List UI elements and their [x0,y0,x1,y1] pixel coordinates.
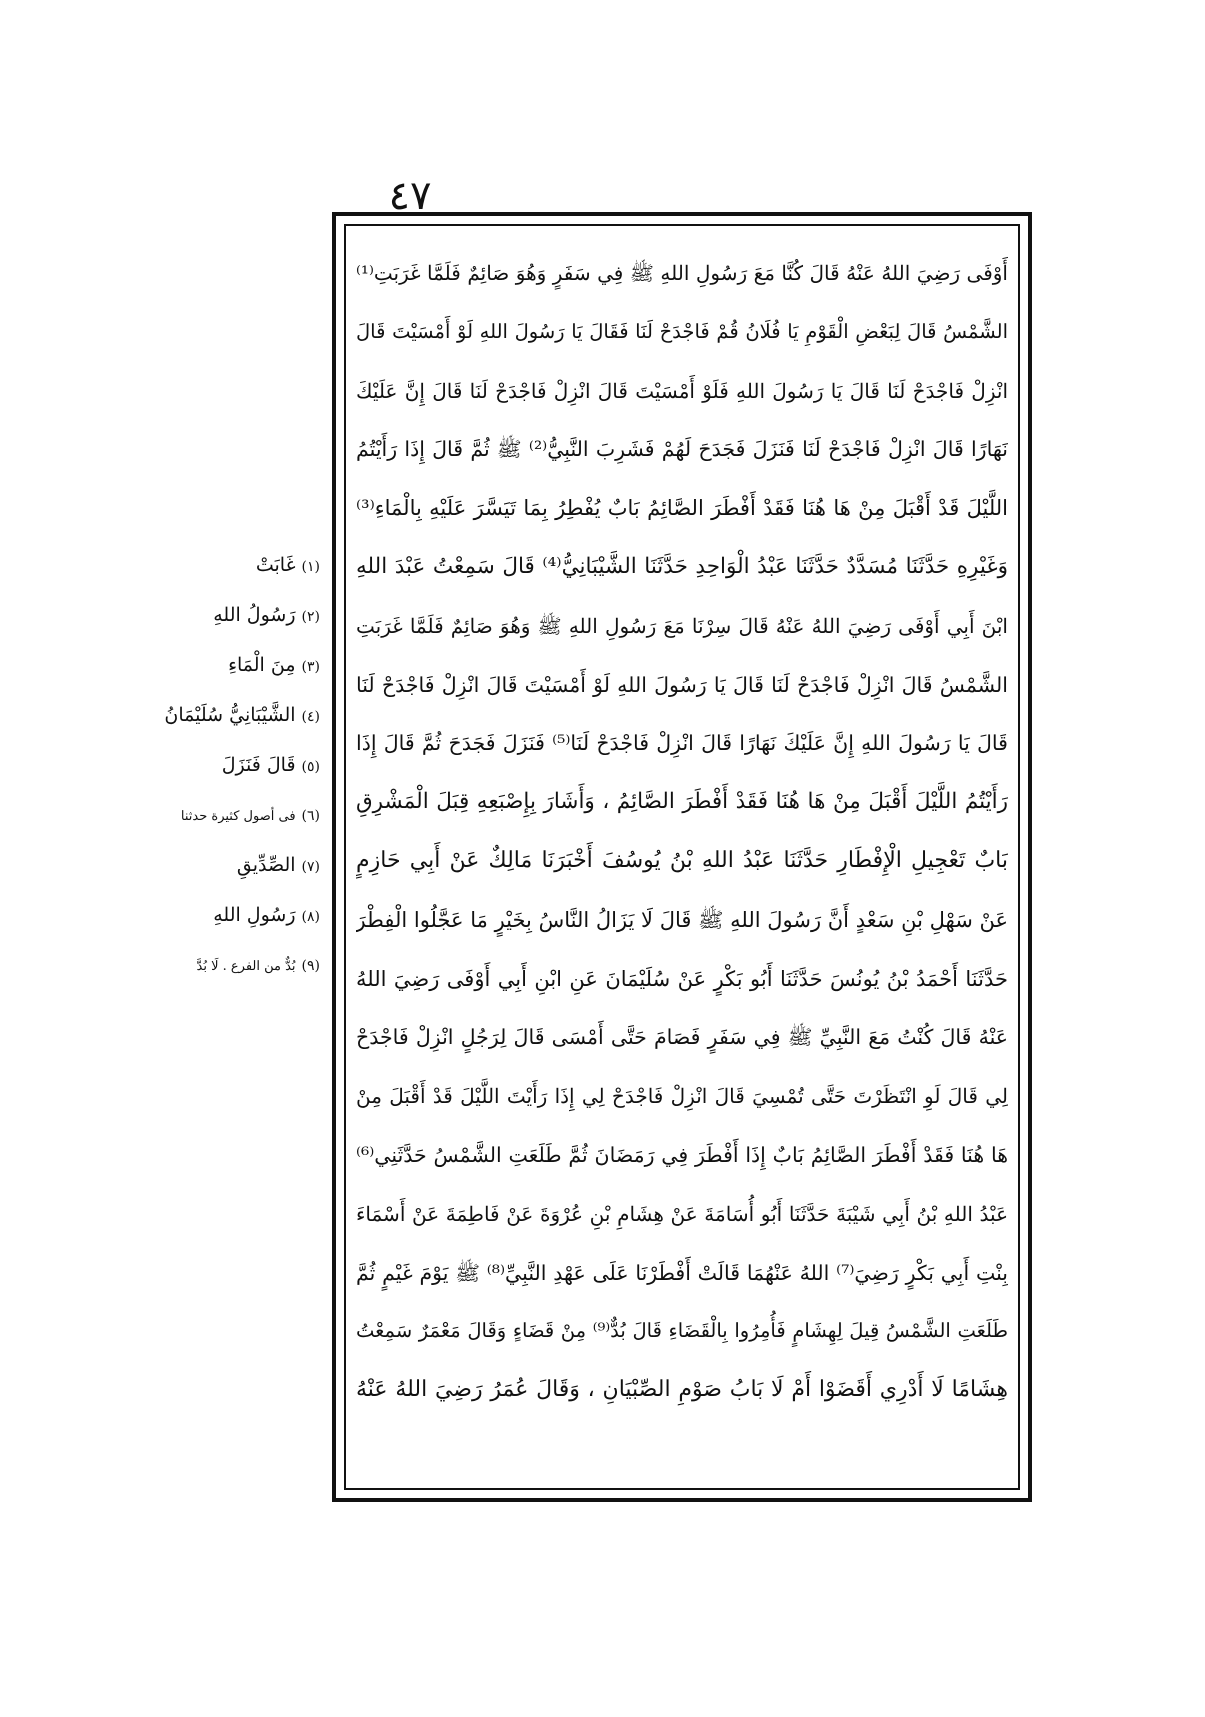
text-line: عَنْ سَهْلِ بْنِ سَعْدٍ أَنَّ رَسُولَ اللهِ ﷺ قَالَ لَا يَزَالُ النَّاسُ بِخَيْرٍ مَا عَجَّلُوا الْفِطْرَ [356,907,1008,932]
text-line: طَلَعَتِ الشَّمْسُ قِيلَ لِهِشَامٍ فَأُمِرُوا بِالْقَضَاءِ قَالَ بُدٌّ⁽⁹⁾ مِنْ قَضَاءٍ وَقَالَ مَعْمَرٌ سَمِعْتُ [356,1319,1008,1343]
text-line: حَدَّثَنَا أَحْمَدُ بْنُ يُونُسَ حَدَّثَنَا أَبُو بَكْرٍ عَنْ سُلَيْمَانَ عَنِ ابْنِ أَبِي أَوْفَى رَضِيَ اللهُ [356,966,1008,991]
footnote-number: (٦) [301,808,320,824]
footnote [150,690,320,740]
footnote-text: قَالَ فَنَزَلَ [221,754,296,776]
footnote [150,790,320,840]
text-line: عَنْهُ قَالَ كُنْتُ مَعَ النَّبِيِّ ﷺ فِي سَفَرٍ فَصَامَ حَتَّى أَمْسَى قَالَ لِرَجُلٍ انْزِلْ فَاجْدَحْ [356,1025,1008,1050]
footnote [150,940,320,990]
footnote-text: غَابَتْ [255,554,296,576]
main-text-block [356,244,1008,1480]
text-line: انْزِلْ فَاجْدَحْ لَنَا قَالَ يَا رَسُولَ اللهِ فَلَوْ أَمْسَيْتَ قَالَ انْزِلْ فَاجْدَحْ لَنَا قَالَ إِنَّ عَلَيْكَ [356,378,1008,403]
page-number: ٤٧ [388,173,432,219]
footnote [150,740,320,790]
footnote-number: (٣) [301,659,320,675]
footnote [150,540,320,590]
text-line: الشَّمْسُ قَالَ لِبَعْضِ الْقَوْمِ يَا فُلَانُ قُمْ فَاجْدَحْ لَنَا فَقَالَ يَا رَسُولَ اللهِ لَوْ أَمْسَيْتَ قَالَ [356,319,1008,343]
text-line: بَابٌ تَعْجِيلِ الْإِفْطَارِ حَدَّثَنَا عَبْدُ اللهِ بْنُ يُوسُفَ أَخْبَرَنَا مَالِكٌ عَنْ أَبِي حَازِمٍ [356,847,1008,873]
footnote-number: (٧) [301,859,320,875]
footnote-text: بُدٌّ من الفرع . لَا بُدَّ [196,959,296,974]
footnote-text: الشَّيْبَانِيُّ سُلَيْمَانُ [164,704,296,726]
text-line: أَوْفَى رَضِيَ اللهُ عَنْهُ قَالَ كُنَّا مَعَ رَسُولِ اللهِ ﷺ فِي سَفَرٍ وَهُوَ صَائِمٌ فَلَمَّا غَرَبَتِ⁽¹⁾ [356,261,1008,285]
footnote-number: (١) [301,559,320,575]
footnote [150,640,320,690]
text-line: نَهَارًا قَالَ انْزِلْ فَاجْدَحْ لَنَا فَنَزَلَ فَجَدَحَ لَهُمْ فَشَرِبَ النَّبِيُّ⁽²⁾ ﷺ ثُمَّ قَالَ إِذَا رَأَيْتُمُ [356,437,1008,462]
footnote-text: رَسُولِ اللهِ [213,904,296,926]
text-line: بِنْتِ أَبِي بَكْرٍ رَضِيَ⁽⁷⁾ اللهُ عَنْهُمَا قَالَتْ أَفْطَرْنَا عَلَى عَهْدِ النَّبِيِّ⁽⁸⁾ ﷺ يَوْمَ غَيْمٍ ثُمَّ [356,1260,1008,1285]
text-line: هَا هُنَا فَقَدْ أَفْطَرَ الصَّائِمُ بَابٌ إِذَا أَفْطَرَ فِي رَمَضَانَ ثُمَّ طَلَعَتِ الشَّمْسُ حَدَّثَنِي⁽⁶⁾ [356,1142,1008,1167]
footnote-number: (٥) [301,759,320,775]
text-line: هِشَامًا لَا أَدْرِي أَقَضَوْا أَمْ لَا بَابُ صَوْمِ الصِّبْيَانِ ، وَقَالَ عُمَرُ رَضِيَ اللهُ عَنْهُ [356,1377,1008,1403]
footnote [150,590,320,640]
text-line: لِي قَالَ لَوِ انْتَظَرْتَ حَتَّى تُمْسِيَ قَالَ انْزِلْ فَاجْدَحْ لِي إِذَا رَأَيْتَ اللَّيْلَ قَدْ أَقْبَلَ مِنْ [356,1084,1008,1109]
text-line: عَبْدُ اللهِ بْنُ أَبِي شَيْبَةَ حَدَّثَنَا أَبُو أُسَامَةَ عَنْ هِشَامِ بْنِ عُرْوَةَ عَنْ فَاطِمَةَ عَنْ أَسْمَاءَ [356,1201,1008,1226]
footnote [150,890,320,940]
text-line: وَغَيْرِهِ حَدَّثَنَا مُسَدَّدٌ حَدَّثَنَا عَبْدُ الْوَاحِدِ حَدَّثَنَا الشَّيْبَانِيُّ⁽⁴⁾ قَالَ سَمِعْتُ عَبْدَ اللهِ [356,553,1008,579]
footnote-text: رَسُولُ اللهِ [213,604,296,626]
footnote-number: (٩) [301,958,320,974]
footnote-number: (٨) [301,909,320,925]
footnotes-margin [150,540,320,990]
footnote-text: فى أصول كثيرة حدثنا [180,809,296,824]
text-line: الشَّمْسُ قَالَ انْزِلْ فَاجْدَحْ لَنَا قَالَ يَا رَسُولَ اللهِ لَوْ أَمْسَيْتَ قَالَ انْزِلْ فَاجْدَحْ لَنَا [356,672,1008,697]
footnote-number: (٤) [301,709,320,725]
text-line: رَأَيْتُمُ اللَّيْلَ أَقْبَلَ مِنْ هَا هُنَا فَقَدْ أَفْطَرَ الصَّائِمُ ، وَأَشَارَ بِإِصْبَعِهِ قِبَلَ الْمَشْرِقِ [356,789,1008,815]
text-line: ابْنَ أَبِي أَوْفَى رَضِيَ اللهُ عَنْهُ قَالَ سِرْنَا مَعَ رَسُولِ اللهِ ﷺ وَهُوَ صَائِمٌ فَلَمَّا غَرَبَتِ [356,613,1008,638]
footnote-text: مِنَ الْمَاءِ [228,654,296,676]
footnote-text: الصِّدِّيقِ [236,854,296,876]
text-line: اللَّيْلَ قَدْ أَقْبَلَ مِنْ هَا هُنَا فَقَدْ أَفْطَرَ الصَّائِمُ بَابٌ يُفْطِرُ بِمَا تَيَسَّرَ عَلَيْهِ بِالْمَاءِ⁽³⁾ [356,496,1008,521]
text-line: قَالَ يَا رَسُولَ اللهِ إِنَّ عَلَيْكَ نَهَارًا قَالَ انْزِلْ فَاجْدَحْ لَنَا⁽⁵⁾ فَنَزَلَ فَجَدَحَ ثُمَّ قَالَ إِذَا [356,731,1008,756]
footnote-number: (٢) [301,609,320,625]
footnote [150,840,320,890]
